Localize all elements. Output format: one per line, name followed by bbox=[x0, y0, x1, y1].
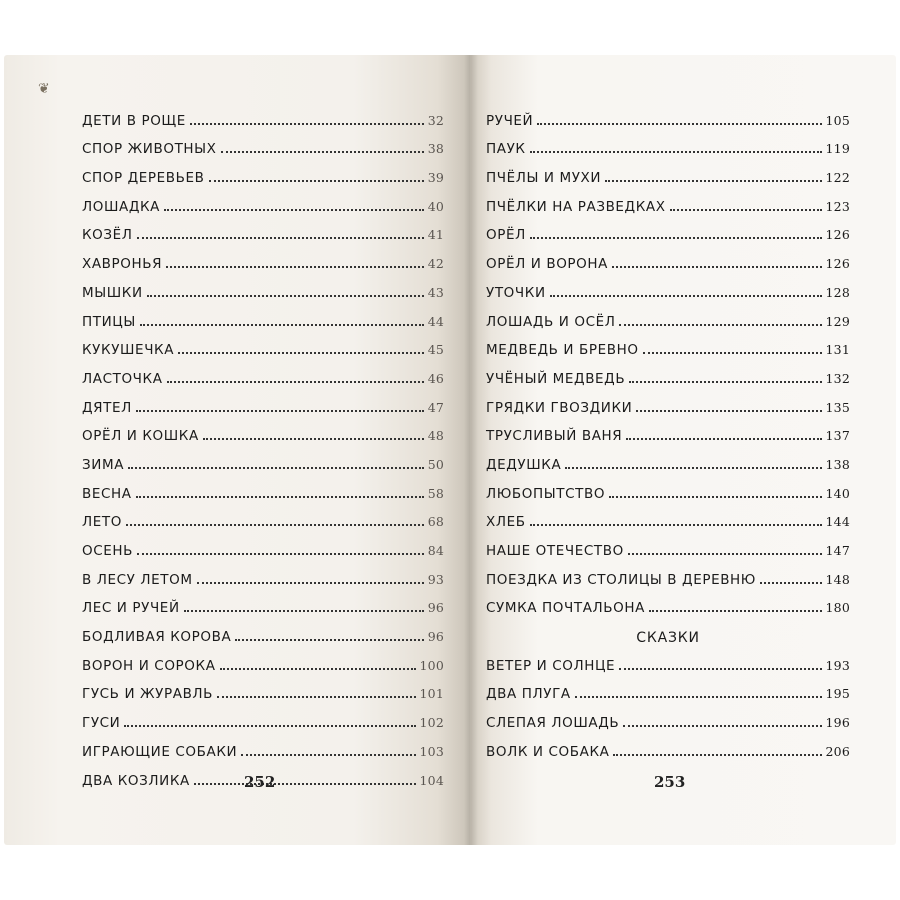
dot-leader bbox=[575, 696, 822, 698]
toc-entry-title: ВЕСНА bbox=[82, 485, 132, 502]
toc-entry bbox=[82, 187, 444, 216]
left-page-number: 252 bbox=[244, 773, 276, 791]
toc-entry bbox=[486, 216, 850, 245]
dot-leader bbox=[128, 467, 424, 469]
toc-entry bbox=[486, 646, 850, 675]
toc-entry-title: ТРУСЛИВЫЙ ВАНЯ bbox=[486, 428, 623, 445]
toc-entry-title: КОЗЁЛ bbox=[82, 227, 133, 244]
toc-entry-page-number: 103 bbox=[419, 743, 444, 759]
toc-entry-title: ПАУК bbox=[486, 141, 526, 158]
toc-entry-page-number: 43 bbox=[427, 284, 444, 300]
toc-entry-title: ВОЛК И СОБАКА bbox=[486, 743, 610, 760]
toc-entry bbox=[82, 359, 444, 388]
dot-leader bbox=[530, 237, 822, 239]
toc-entry-title: РУЧЕЙ bbox=[486, 112, 534, 129]
toc-entry bbox=[486, 589, 850, 618]
toc-entry-page-number: 126 bbox=[825, 256, 850, 272]
toc-entry-title: ОСЕНЬ bbox=[82, 543, 133, 559]
toc-entry-page-number: 104 bbox=[419, 772, 444, 788]
toc-entry-title: СПОР ЖИВОТНЫХ bbox=[82, 141, 217, 158]
toc-entry-page-number: 32 bbox=[427, 112, 444, 128]
dot-leader bbox=[626, 438, 821, 440]
toc-entry-page-number: 147 bbox=[825, 543, 850, 558]
dot-leader bbox=[164, 209, 424, 211]
toc-entry-title: ЛЮБОПЫТСТВО bbox=[486, 485, 606, 502]
toc-entry-page-number: 122 bbox=[825, 170, 850, 186]
toc-entry bbox=[82, 130, 444, 159]
toc-entry bbox=[486, 302, 850, 331]
dot-leader bbox=[136, 410, 424, 412]
right-page bbox=[470, 55, 896, 845]
toc-entry-title: ОРЁЛ bbox=[486, 227, 526, 244]
toc-entry bbox=[486, 560, 850, 589]
toc-entry bbox=[82, 646, 444, 675]
dot-leader bbox=[203, 438, 424, 440]
toc-entry bbox=[82, 703, 444, 732]
toc-entry-page-number: 50 bbox=[427, 456, 444, 472]
toc-entry bbox=[82, 302, 444, 331]
toc-entry bbox=[82, 216, 444, 245]
toc-entry-page-number: 196 bbox=[825, 715, 850, 731]
toc-entry bbox=[486, 187, 850, 216]
toc-entry bbox=[82, 244, 444, 273]
toc-entry-page-number: 135 bbox=[825, 399, 850, 415]
dot-leader bbox=[612, 266, 822, 268]
dot-leader bbox=[167, 381, 424, 383]
dot-leader bbox=[613, 754, 821, 756]
dot-leader bbox=[194, 783, 416, 785]
toc-entry-title: УЧЁНЫЙ МЕДВЕДЬ bbox=[486, 370, 626, 387]
toc-entry-page-number: 126 bbox=[825, 227, 850, 243]
toc-entry-title: ДЯТЕЛ bbox=[82, 399, 132, 416]
toc-entry-title: СУМКА ПОЧТАЛЬОНА bbox=[486, 600, 645, 617]
book-gutter bbox=[464, 55, 478, 845]
toc-entry bbox=[82, 474, 444, 503]
dot-leader bbox=[530, 524, 822, 526]
toc-entry-page-number: 39 bbox=[427, 170, 444, 186]
toc-entry-page-number: 47 bbox=[427, 399, 444, 415]
toc-entry-page-number: 45 bbox=[427, 342, 444, 358]
dot-leader bbox=[619, 668, 821, 670]
toc-entry-page-number: 68 bbox=[427, 514, 444, 530]
toc-entry-title: ХАВРОНЬЯ bbox=[82, 256, 163, 273]
dot-leader bbox=[241, 754, 415, 756]
toc-entry-page-number: 138 bbox=[825, 456, 850, 472]
dot-leader bbox=[649, 610, 822, 612]
toc-entry-title: ВОРОН И СОРОКА bbox=[82, 657, 216, 674]
toc-entry bbox=[486, 531, 850, 560]
toc-entry bbox=[82, 732, 444, 761]
toc-entry-title: БОДЛИВАЯ КОРОВА bbox=[82, 629, 232, 646]
toc-entry-title: МЕДВЕДЬ И БРЕВНО bbox=[486, 342, 639, 359]
dot-leader bbox=[760, 582, 822, 584]
toc-entry bbox=[486, 359, 850, 388]
dot-leader bbox=[137, 553, 424, 555]
toc-entry bbox=[82, 417, 444, 446]
toc-entry bbox=[82, 388, 444, 417]
toc-entry-title: ГРЯДКИ ГВОЗДИКИ bbox=[486, 399, 633, 416]
toc-entry-page-number: 41 bbox=[427, 227, 444, 243]
toc-entry bbox=[82, 101, 444, 130]
toc-entry bbox=[82, 589, 444, 618]
toc-entry bbox=[82, 560, 444, 589]
toc-entry-title: ПЧЁЛЫ И МУХИ bbox=[486, 170, 602, 187]
toc-entry-page-number: 144 bbox=[825, 514, 850, 530]
toc-entry-page-number: 40 bbox=[427, 198, 444, 214]
dot-leader bbox=[140, 324, 424, 326]
dot-leader bbox=[220, 668, 416, 670]
open-book-spread bbox=[0, 55, 900, 845]
toc-entry bbox=[82, 273, 444, 302]
right-table-of-contents bbox=[486, 101, 850, 761]
toc-entry-page-number: 195 bbox=[825, 686, 850, 702]
toc-entry-page-number: 129 bbox=[825, 313, 850, 329]
toc-entry-title: ЛАСТОЧКА bbox=[82, 370, 163, 387]
dot-leader bbox=[166, 266, 424, 268]
toc-entry bbox=[486, 732, 850, 761]
toc-entry-title: ОРЁЛ И КОШКА bbox=[82, 428, 199, 445]
dot-leader bbox=[184, 610, 424, 612]
toc-entry bbox=[486, 703, 850, 732]
toc-entry-title: ЗИМА bbox=[82, 456, 125, 473]
toc-entry-page-number: 105 bbox=[825, 112, 850, 128]
toc-entry bbox=[486, 417, 850, 446]
toc-entry-page-number: 96 bbox=[427, 629, 444, 645]
toc-entry bbox=[82, 158, 444, 187]
toc-entry-page-number: 100 bbox=[419, 657, 444, 673]
toc-entry-page-number: 101 bbox=[419, 686, 444, 702]
dot-leader bbox=[605, 180, 821, 182]
right-page-number: 253 bbox=[654, 773, 686, 791]
toc-entry bbox=[486, 101, 850, 130]
dot-leader bbox=[609, 496, 821, 498]
toc-entry-page-number: 180 bbox=[825, 600, 850, 616]
toc-entry-page-number: 38 bbox=[427, 141, 444, 157]
toc-entry-title: УТОЧКИ bbox=[486, 284, 546, 301]
toc-entry-title: МЫШКИ bbox=[82, 284, 143, 301]
dot-leader bbox=[623, 725, 821, 727]
dot-leader bbox=[629, 381, 821, 383]
toc-entry bbox=[82, 675, 444, 704]
toc-entry-page-number: 148 bbox=[825, 571, 850, 587]
dot-leader bbox=[636, 410, 821, 412]
dot-leader bbox=[147, 295, 424, 297]
toc-entry-page-number: 58 bbox=[427, 485, 444, 501]
toc-entry-title: СПОР ДЕРЕВЬЕВ bbox=[82, 170, 205, 187]
dot-leader bbox=[530, 151, 822, 153]
toc-entry-page-number: 46 bbox=[427, 370, 444, 386]
toc-entry bbox=[486, 503, 850, 532]
toc-entry-page-number: 44 bbox=[427, 313, 444, 329]
dot-leader bbox=[217, 696, 415, 698]
toc-entry-title: ЛЕТО bbox=[82, 514, 122, 531]
toc-entry-page-number: 93 bbox=[427, 571, 444, 587]
toc-entry bbox=[486, 474, 850, 503]
toc-entry bbox=[486, 273, 850, 302]
toc-entry-page-number: 102 bbox=[419, 715, 444, 731]
dot-leader bbox=[643, 352, 822, 354]
dot-leader bbox=[550, 295, 822, 297]
toc-entry-title: ГУСЬ И ЖУРАВЛЬ bbox=[82, 686, 214, 703]
left-page bbox=[4, 55, 470, 845]
toc-entry-title: ГУСИ bbox=[82, 715, 121, 732]
toc-entry bbox=[82, 331, 444, 360]
toc-entry-page-number: 128 bbox=[825, 284, 850, 300]
toc-entry-title: ПЧЁЛКИ НА РАЗВЕДКАХ bbox=[486, 198, 666, 215]
toc-entry-page-number: 193 bbox=[825, 657, 850, 673]
toc-entry-title: ИГРАЮЩИЕ СОБАКИ bbox=[82, 743, 238, 760]
dot-leader bbox=[190, 123, 424, 125]
dot-leader bbox=[221, 151, 424, 153]
dot-leader bbox=[565, 467, 821, 469]
toc-entry-page-number: 48 bbox=[427, 428, 444, 444]
toc-entry-page-number: 42 bbox=[427, 256, 444, 272]
toc-entry-page-number: 84 bbox=[427, 543, 444, 558]
left-table-of-contents bbox=[82, 101, 444, 790]
toc-entry bbox=[82, 617, 444, 646]
toc-entry-page-number: 206 bbox=[825, 743, 850, 759]
toc-entry-page-number: 140 bbox=[825, 485, 850, 501]
dot-leader bbox=[124, 725, 415, 727]
toc-entry bbox=[486, 331, 850, 360]
toc-entry bbox=[486, 388, 850, 417]
toc-entry-title: ДЕТИ В РОЩЕ bbox=[82, 112, 186, 129]
toc-entry bbox=[486, 445, 850, 474]
toc-entry-title: ЛЕС И РУЧЕЙ bbox=[82, 600, 180, 617]
toc-entry-title: ВЕТЕР И СОЛНЦЕ bbox=[486, 657, 616, 674]
toc-entry-page-number: 119 bbox=[825, 141, 850, 157]
toc-entry bbox=[486, 675, 850, 704]
dot-leader bbox=[197, 582, 424, 584]
toc-entry-page-number: 96 bbox=[427, 600, 444, 616]
ink-blot-mark: ❦ bbox=[38, 81, 50, 97]
toc-entry-title: ДВА КОЗЛИКА bbox=[82, 772, 190, 789]
dot-leader bbox=[235, 639, 423, 641]
toc-entry-title: СЛЕПАЯ ЛОШАДЬ bbox=[486, 715, 620, 732]
toc-entry-page-number: 132 bbox=[825, 370, 850, 386]
toc-entry bbox=[486, 244, 850, 273]
section-heading: СКАЗКИ bbox=[636, 630, 700, 647]
dot-leader bbox=[619, 324, 821, 326]
dot-leader bbox=[136, 496, 424, 498]
dot-leader bbox=[670, 209, 822, 211]
toc-entry-title: ПОЕЗДКА ИЗ СТОЛИЦЫ В ДЕРЕВНЮ bbox=[486, 571, 756, 588]
toc-entry-page-number: 123 bbox=[825, 198, 850, 214]
toc-entry bbox=[82, 503, 444, 532]
toc-entry-page-number: 137 bbox=[825, 428, 850, 444]
dot-leader bbox=[178, 352, 424, 354]
dot-leader bbox=[209, 180, 424, 182]
toc-entry bbox=[82, 531, 444, 560]
toc-entry-title: ДВА ПЛУГА bbox=[486, 686, 571, 703]
toc-entry-title: ХЛЕБ bbox=[486, 514, 526, 531]
toc-entry bbox=[486, 130, 850, 159]
toc-entry-title: ОРЁЛ И ВОРОНА bbox=[486, 256, 608, 273]
toc-entry-page-number: 131 bbox=[825, 342, 850, 358]
toc-entry-title: ЛОШАДКА bbox=[82, 198, 161, 215]
toc-entry-title: В ЛЕСУ ЛЕТОМ bbox=[82, 571, 193, 588]
dot-leader bbox=[628, 553, 822, 555]
toc-entry bbox=[486, 158, 850, 187]
toc-entry-title: НАШЕ ОТЕЧЕСТВО bbox=[486, 543, 624, 559]
toc-entry-title: ПТИЦЫ bbox=[82, 313, 136, 330]
dot-leader bbox=[126, 524, 424, 526]
toc-entry-title: ЛОШАДЬ И ОСЁЛ bbox=[486, 313, 616, 330]
toc-entry-title: ДЕДУШКА bbox=[486, 456, 562, 473]
toc-entry-title: КУКУШЕЧКА bbox=[82, 342, 175, 359]
dot-leader bbox=[137, 237, 424, 239]
toc-entry bbox=[82, 445, 444, 474]
dot-leader bbox=[537, 123, 821, 125]
